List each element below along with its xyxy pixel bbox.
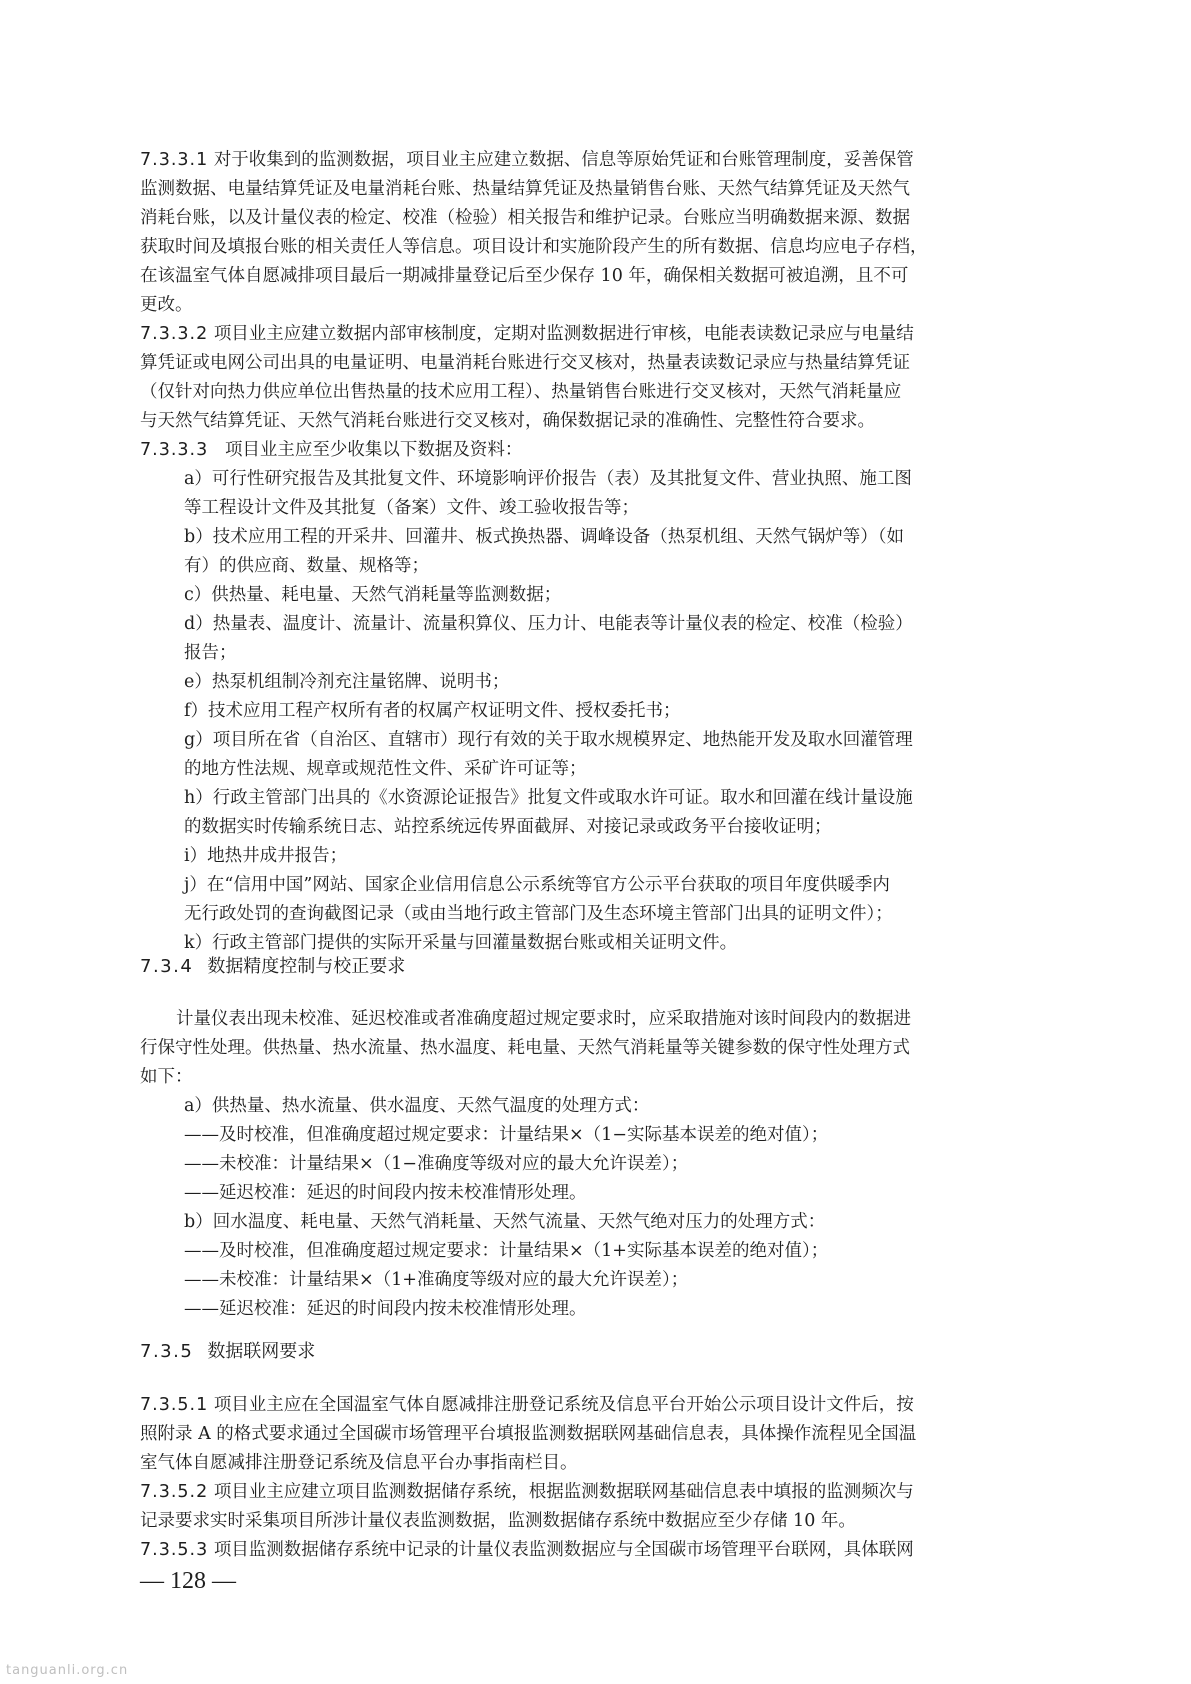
paragraph-7-3-3-1: 7.3.3.1 对于收集到的监测数据，项目业主应建立数据、信息等原始凭证和台账管理制度，妥善保管 监测数据、电量结算凭证及电量消耗台账、热量结算凭证及热量销售台账、天然气结算凭证及天然气 消耗台账，以及计量仪表的检定、校准（检验）相关报告和维护记录。台账应当明确数据来源、数据 获取时间及填报台账的相关责任人等信息。项目设计和实施阶段产生的所有数据、信息均应电子存档， 在该温室气体自愿减排项目最后一期减排量登记后至少保存 10 年，确保相关数据可被追溯，且不可 更改。 <box>140 150 928 315</box>
paragraph-7-3-5-3: 7.3.5.3 项目监测数据储存系统中记录的计量仪表监测数据应与全国碳市场管理平台联网，具体联网 <box>140 1540 914 1560</box>
clause-number: 7.3.5.3 <box>140 1540 209 1560</box>
list-item: f）技术应用工程产权所有者的权属产权证明文件、授权委托书； <box>184 701 681 721</box>
section-title: 数据精度控制与校正要求 <box>207 956 406 977</box>
clause-number: 7.3.3.1 <box>140 150 209 170</box>
paragraph-7-3-5-1: 7.3.5.1 项目业主应在全国温室气体自愿减排注册登记系统及信息平台开始公示项目设计文件后，按 照附录 A 的格式要求通过全国碳市场管理平台填报监测数据联网基础信息表，具体操作流程见全国温 室气体自愿减排注册登记系统及信息平台办事指南栏目。 <box>140 1395 917 1473</box>
list-item: d）热量表、温度计、流量计、流量积算仪、压力计、电能表等计量仪表的检定、校准（检验） <box>184 614 913 634</box>
list-item: j）在“信用中国”网站、国家企业信用信息公示系统等官方公示平台获取的项目年度供暖季内 <box>184 875 890 895</box>
watermark: tanguanli.org.cn <box>6 1663 129 1678</box>
list-item: ——及时校准，但准确度超过规定要求：计量结果×（1−实际基本误差的绝对值）； <box>184 1125 829 1145</box>
paragraph-7-3-3-3: 7.3.3.3 项目业主应至少收集以下数据及资料： a）可行性研究报告及其批复文件、环境影响评价报告（表）及其批复文件、营业执照、施工图 等工程设计文件及其批复（备案）文件、竣工验收报告等； b）技术应用工程的开采井、回灌井、板式换热器、调峰设备（热泵机组、天然气锅炉等）（如 有）的供应商、数量、规格等； c）供热量、耗电量、天然气消耗量等监测数据； d）热量表、温度计、流量计、流量积算仪、压力计、电能表等计量仪表的检定、校准（检验） 报告； e）热泵机组制冷剂充注量铭牌、说明书； f）技术应用工程产权所有者的权属产权证明文件、授权委托书； g）项目所在省（自治区、直辖市）现行有效的关于取水规模界定、地热能开发及取水回灌管理 的地方性法规、规章或规范性文件、采矿许可证等； h）行政主管部门出具的《水资源论证报告》批复文件或取水许可证。取水和回灌在线计量设施 的数据实时传输系统日志、站控系统远传界面截屏、对接记录或政务平台接收证明； i）地热井成井报告； j）在“信用中国”网站、国家企业信用信息公示系统等官方公示平台获取的项目年度供暖季内 无行政处罚的查询截图记录（或由当地行政主管部门及生态环境主管部门出具的证明文件）； k）行政主管部门提供的实际开采量与回灌量数据台账或相关证明文件。 <box>140 436 1080 958</box>
list-item: e）热泵机组制冷剂充注量铭牌、说明书； <box>184 672 510 692</box>
list-item: i）地热井成井报告； <box>184 846 348 866</box>
list-item: ——及时校准，但准确度超过规定要求：计量结果×（1+实际基本误差的绝对值）； <box>184 1241 829 1261</box>
correction-rules <box>140 1092 1080 1324</box>
clause-number: 7.3.3.3 <box>140 440 209 460</box>
section-title: 数据联网要求 <box>207 1341 316 1362</box>
section-number: 7.3.5 <box>140 1341 194 1362</box>
list-item: k）行政主管部门提供的实际开采量与回灌量数据台账或相关证明文件。 <box>184 933 738 953</box>
section-heading-7-3-4 <box>140 952 405 978</box>
paragraph-7-3-3-2: 7.3.3.2 项目业主应建立数据内部审核制度，定期对监测数据进行审核，电能表读数记录应与电量结 算凭证或电网公司出具的电量证明、电量消耗台账进行交叉核对，热量表读数记录应与热量结算凭证 （仅针对向热力供应单位出售热量的技术应用工程）、热量销售台账进行交叉核对，天然气消耗量应 与天然气结算凭证、天然气消耗台账进行交叉核对，确保数据记录的准确性、完整性符合要求。 <box>140 324 914 431</box>
list-item: a）可行性研究报告及其批复文件、环境影响评价报告（表）及其批复文件、营业执照、施工图 <box>184 469 912 489</box>
list-item: ——延迟校准：延迟的时间段内按未校准情形处理。 <box>184 1183 587 1203</box>
clause-number: 7.3.5.2 <box>140 1482 209 1502</box>
page-number: — 128 — <box>140 1568 236 1594</box>
paragraph-7-3-5-2: 7.3.5.2 项目业主应建立项目监测数据储存系统，根据监测数据联网基础信息表中填报的监测频次与 记录要求实时采集项目所涉计量仪表监测数据，监测数据储存系统中数据应至少存储 10 年。 <box>140 1482 914 1531</box>
section-heading-7-3-5 <box>140 1337 315 1363</box>
paragraph-7-3-4: 计量仪表出现未校准、延迟校准或者准确度超过规定要求时，应采取措施对该时间段内的数据进 行保守性处理。供热量、热水流量、热水温度、耗电量、天然气消耗量等关键参数的保守性处理方式 如下： a）供热量、热水流量、供水温度、天然气温度的处理方式： ——及时校准，但准确度超过规定要求：计量结果×（1−实际基本误差的绝对值）； ——未校准：计量结果×（1−准确度等级对应的最大允许误差）； ——延迟校准：延迟的时间段内按未校准情形处理。 b）回水温度、耗电量、天然气消耗量、天然气流量、天然气绝对压力的处理方式： ——及时校准，但准确度超过规定要求：计量结果×（1+实际基本误差的绝对值）； ——未校准：计量结果×（1+准确度等级对应的最大允许误差）； ——延迟校准：延迟的时间段内按未校准情形处理。 <box>140 1005 1080 1324</box>
list-item: h）行政主管部门出具的《水资源论证报告》批复文件或取水许可证。取水和回灌在线计量设施 <box>184 788 913 808</box>
clause-number: 7.3.3.2 <box>140 324 209 344</box>
list-item: b）技术应用工程的开采井、回灌井、板式换热器、调峰设备（热泵机组、天然气锅炉等）（如 <box>184 527 904 547</box>
list-item: c）供热量、耗电量、天然气消耗量等监测数据； <box>184 585 562 605</box>
list-item: ——未校准：计量结果×（1+准确度等级对应的最大允许误差）； <box>184 1270 689 1290</box>
list-item: g）项目所在省（自治区、直辖市）现行有效的关于取水规模界定、地热能开发及取水回灌管理 <box>184 730 913 750</box>
list-item: a）供热量、热水流量、供水温度、天然气温度的处理方式： <box>184 1096 650 1116</box>
list-item: b）回水温度、耗电量、天然气消耗量、天然气流量、天然气绝对压力的处理方式： <box>184 1212 826 1232</box>
list-item: ——延迟校准：延迟的时间段内按未校准情形处理。 <box>184 1299 587 1319</box>
document-list: a）可行性研究报告及其批复文件、环境影响评价报告（表）及其批复文件、营业执照、施工图 等工程设计文件及其批复（备案）文件、竣工验收报告等； b）技术应用工程的开采井、回灌井、板式换热器、调峰设备（热泵机组、天然气锅炉等）（如 有）的供应商、数量、规格等； c）供热量、耗电量、天然气消耗量等监测数据； d）热量表、温度计、流量计、流量积算仪、压力计、电能表等计量仪表的检定、校准（检验） 报告； e）热泵机组制冷剂充注量铭牌、说明书； f）技术应用工程产权所有者的权属产权证明文件、授权委托书； g）项目所在省（自治区、直辖市）现行有效的关于取水规模界定、地热能开发及取水回灌管理 的地方性法规、规章或规范性文件、采矿许可证等； h）行政主管部门出具的《水资源论证报告》批复文件或取水许可证。取水和回灌在线计量设施 的数据实时传输系统日志、站控系统远传界面截屏、对接记录或政务平台接收证明； i）地热井成井报告； j）在“信用中国”网站、国家企业信用信息公示系统等官方公示平台获取的项目年度供暖季内 无行政处罚的查询截图记录（或由当地行政主管部门及生态环境主管部门出具的证明文件）； k）行政主管部门提供的实际开采量与回灌量数据台账或相关证明文件。 <box>140 465 1080 958</box>
list-item: ——未校准：计量结果×（1−准确度等级对应的最大允许误差）； <box>184 1154 689 1174</box>
clause-number: 7.3.5.1 <box>140 1395 209 1415</box>
section-number: 7.3.4 <box>140 956 194 977</box>
